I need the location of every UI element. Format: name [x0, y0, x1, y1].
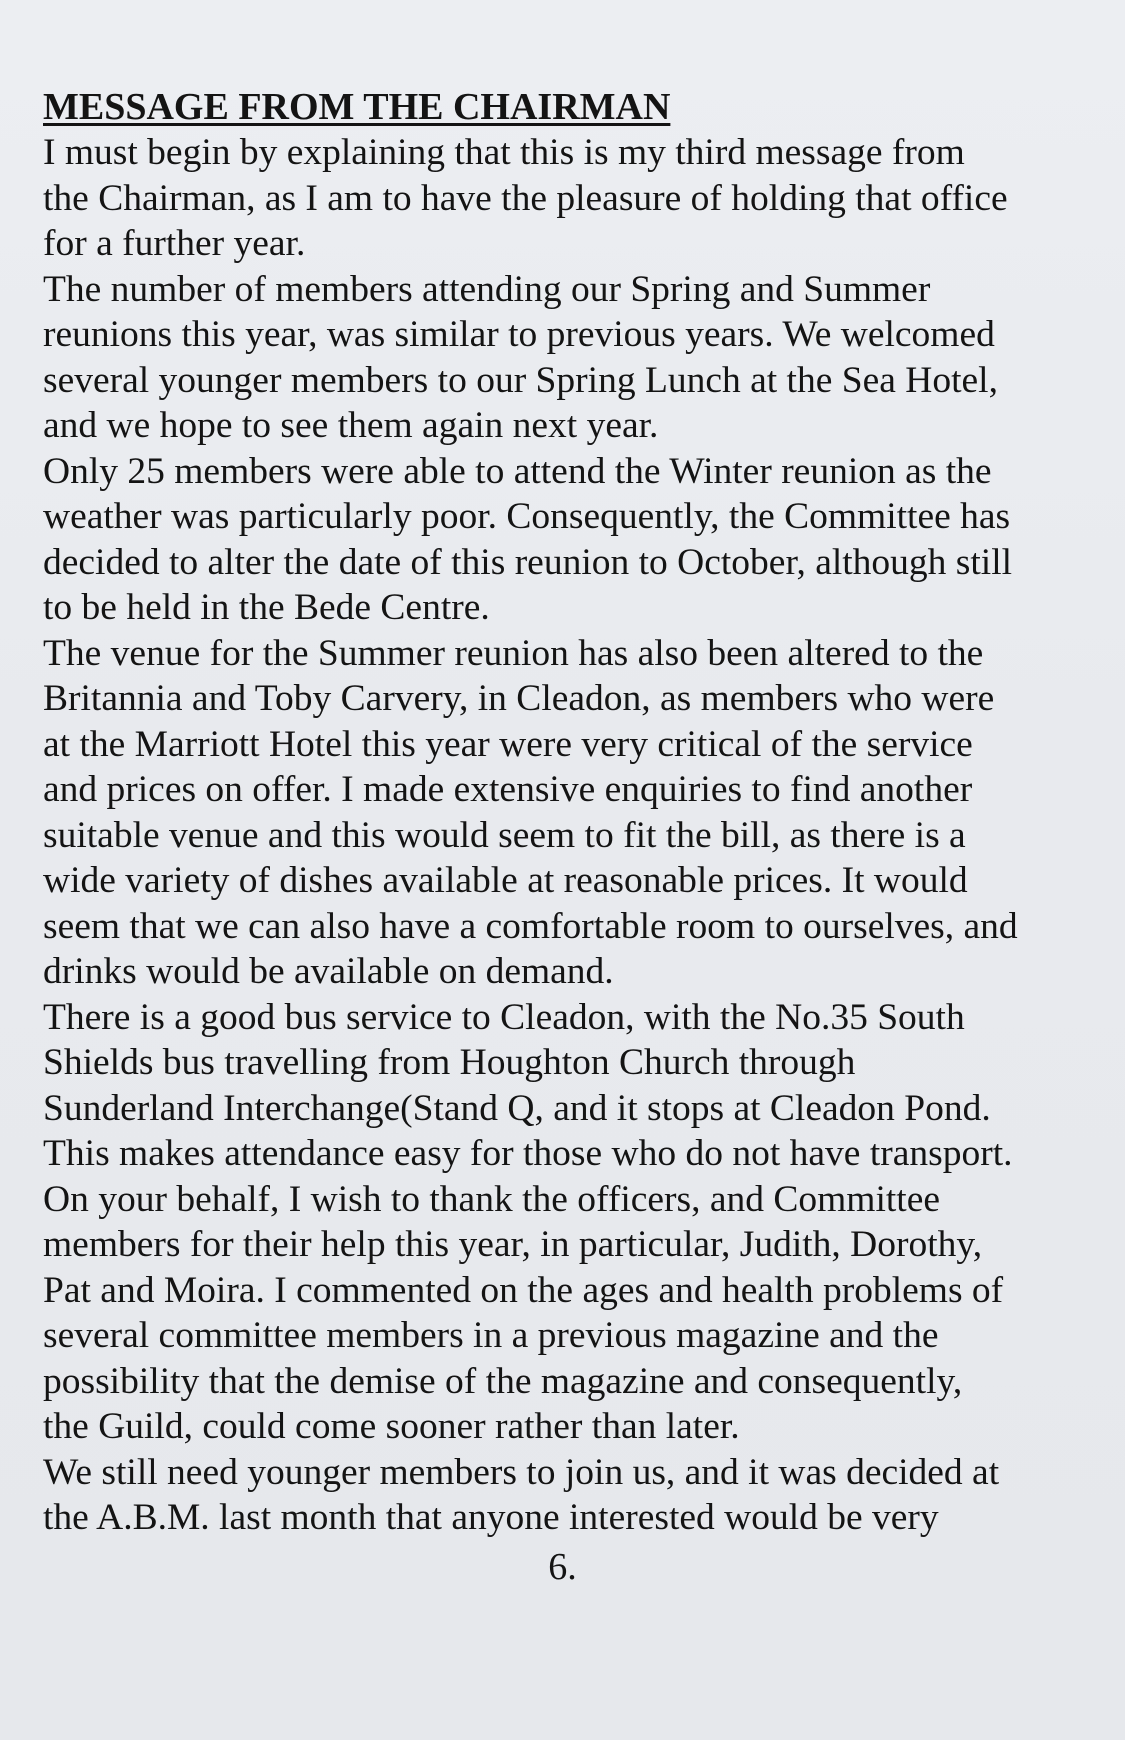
body-line: The number of members attending our Spring and Summer: [43, 268, 931, 310]
body-line: the Chairman, as I am to have the pleasure of holding that office: [43, 177, 1008, 219]
body-line: for a further year.: [43, 223, 306, 264]
body-line: On your behalf, I wish to thank the officers, and Committee: [43, 1178, 941, 1220]
body-line: weather was particularly poor. Consequently, the Committee has: [43, 496, 1011, 537]
body-line: members for their help this year, in particular, Judith, Dorothy,: [43, 1224, 983, 1265]
body-line: Britannia and Toby Carvery, in Cleadon, as members who were: [43, 678, 995, 719]
page-number: 6.: [548, 1546, 577, 1588]
body-line: Sunderland Interchange(Stand Q, and it stops at Cleadon Pond.: [43, 1087, 991, 1129]
body-line: decided to alter the date of this reunion to October, although still: [43, 541, 1013, 583]
body-line: to be held in the Bede Centre.: [43, 587, 490, 628]
body-line: reunions this year, was similar to previous years. We welcomed: [43, 314, 995, 355]
body-line: Pat and Moira. I commented on the ages and health problems of: [43, 1269, 1004, 1311]
body-line: the A.B.M. last month that anyone interested would be very: [43, 1497, 939, 1538]
body-line: Only 25 members were able to attend the Winter reunion as the: [43, 450, 992, 492]
body-line: and prices on offer. I made extensive enquiries to find another: [43, 769, 973, 810]
article: [43, 84, 1093, 1541]
body-line: This makes attendance easy for those who do not have transport.: [43, 1133, 1013, 1174]
body-line: seem that we can also have a comfortable room to ourselves, and: [43, 905, 1018, 947]
body-line: several younger members to our Spring Lunch at the Sea Hotel,: [43, 359, 998, 401]
body-line: wide variety of dishes available at reasonable prices. It would: [43, 860, 968, 901]
body-line: I must begin by explaining that this is my third message from: [43, 132, 965, 173]
body-line: We still need younger members to join us, and it was decided at: [43, 1451, 1000, 1493]
body-line: several committee members in a previous magazine and the: [43, 1315, 939, 1356]
body-line: Shields bus travelling from Houghton Church through: [43, 1042, 856, 1083]
body-line: the Guild, could come sooner rather than later.: [43, 1406, 740, 1447]
body-line: at the Marriott Hotel this year were very critical of the service: [43, 723, 973, 765]
article-title: MESSAGE FROM THE CHAIRMAN: [43, 86, 671, 128]
body-line: There is a good bus service to Cleadon, with the No.35 South: [43, 996, 965, 1038]
body-line: drinks would be available on demand.: [43, 951, 614, 992]
article-body: [43, 130, 1093, 1541]
body-line: suitable venue and this would seem to fit the bill, as there is a: [43, 814, 966, 856]
body-line: possibility that the demise of the magazine and consequently,: [43, 1360, 963, 1402]
body-line: and we hope to see them again next year.: [43, 405, 659, 446]
body-line: The venue for the Summer reunion has also been altered to the: [43, 632, 984, 674]
